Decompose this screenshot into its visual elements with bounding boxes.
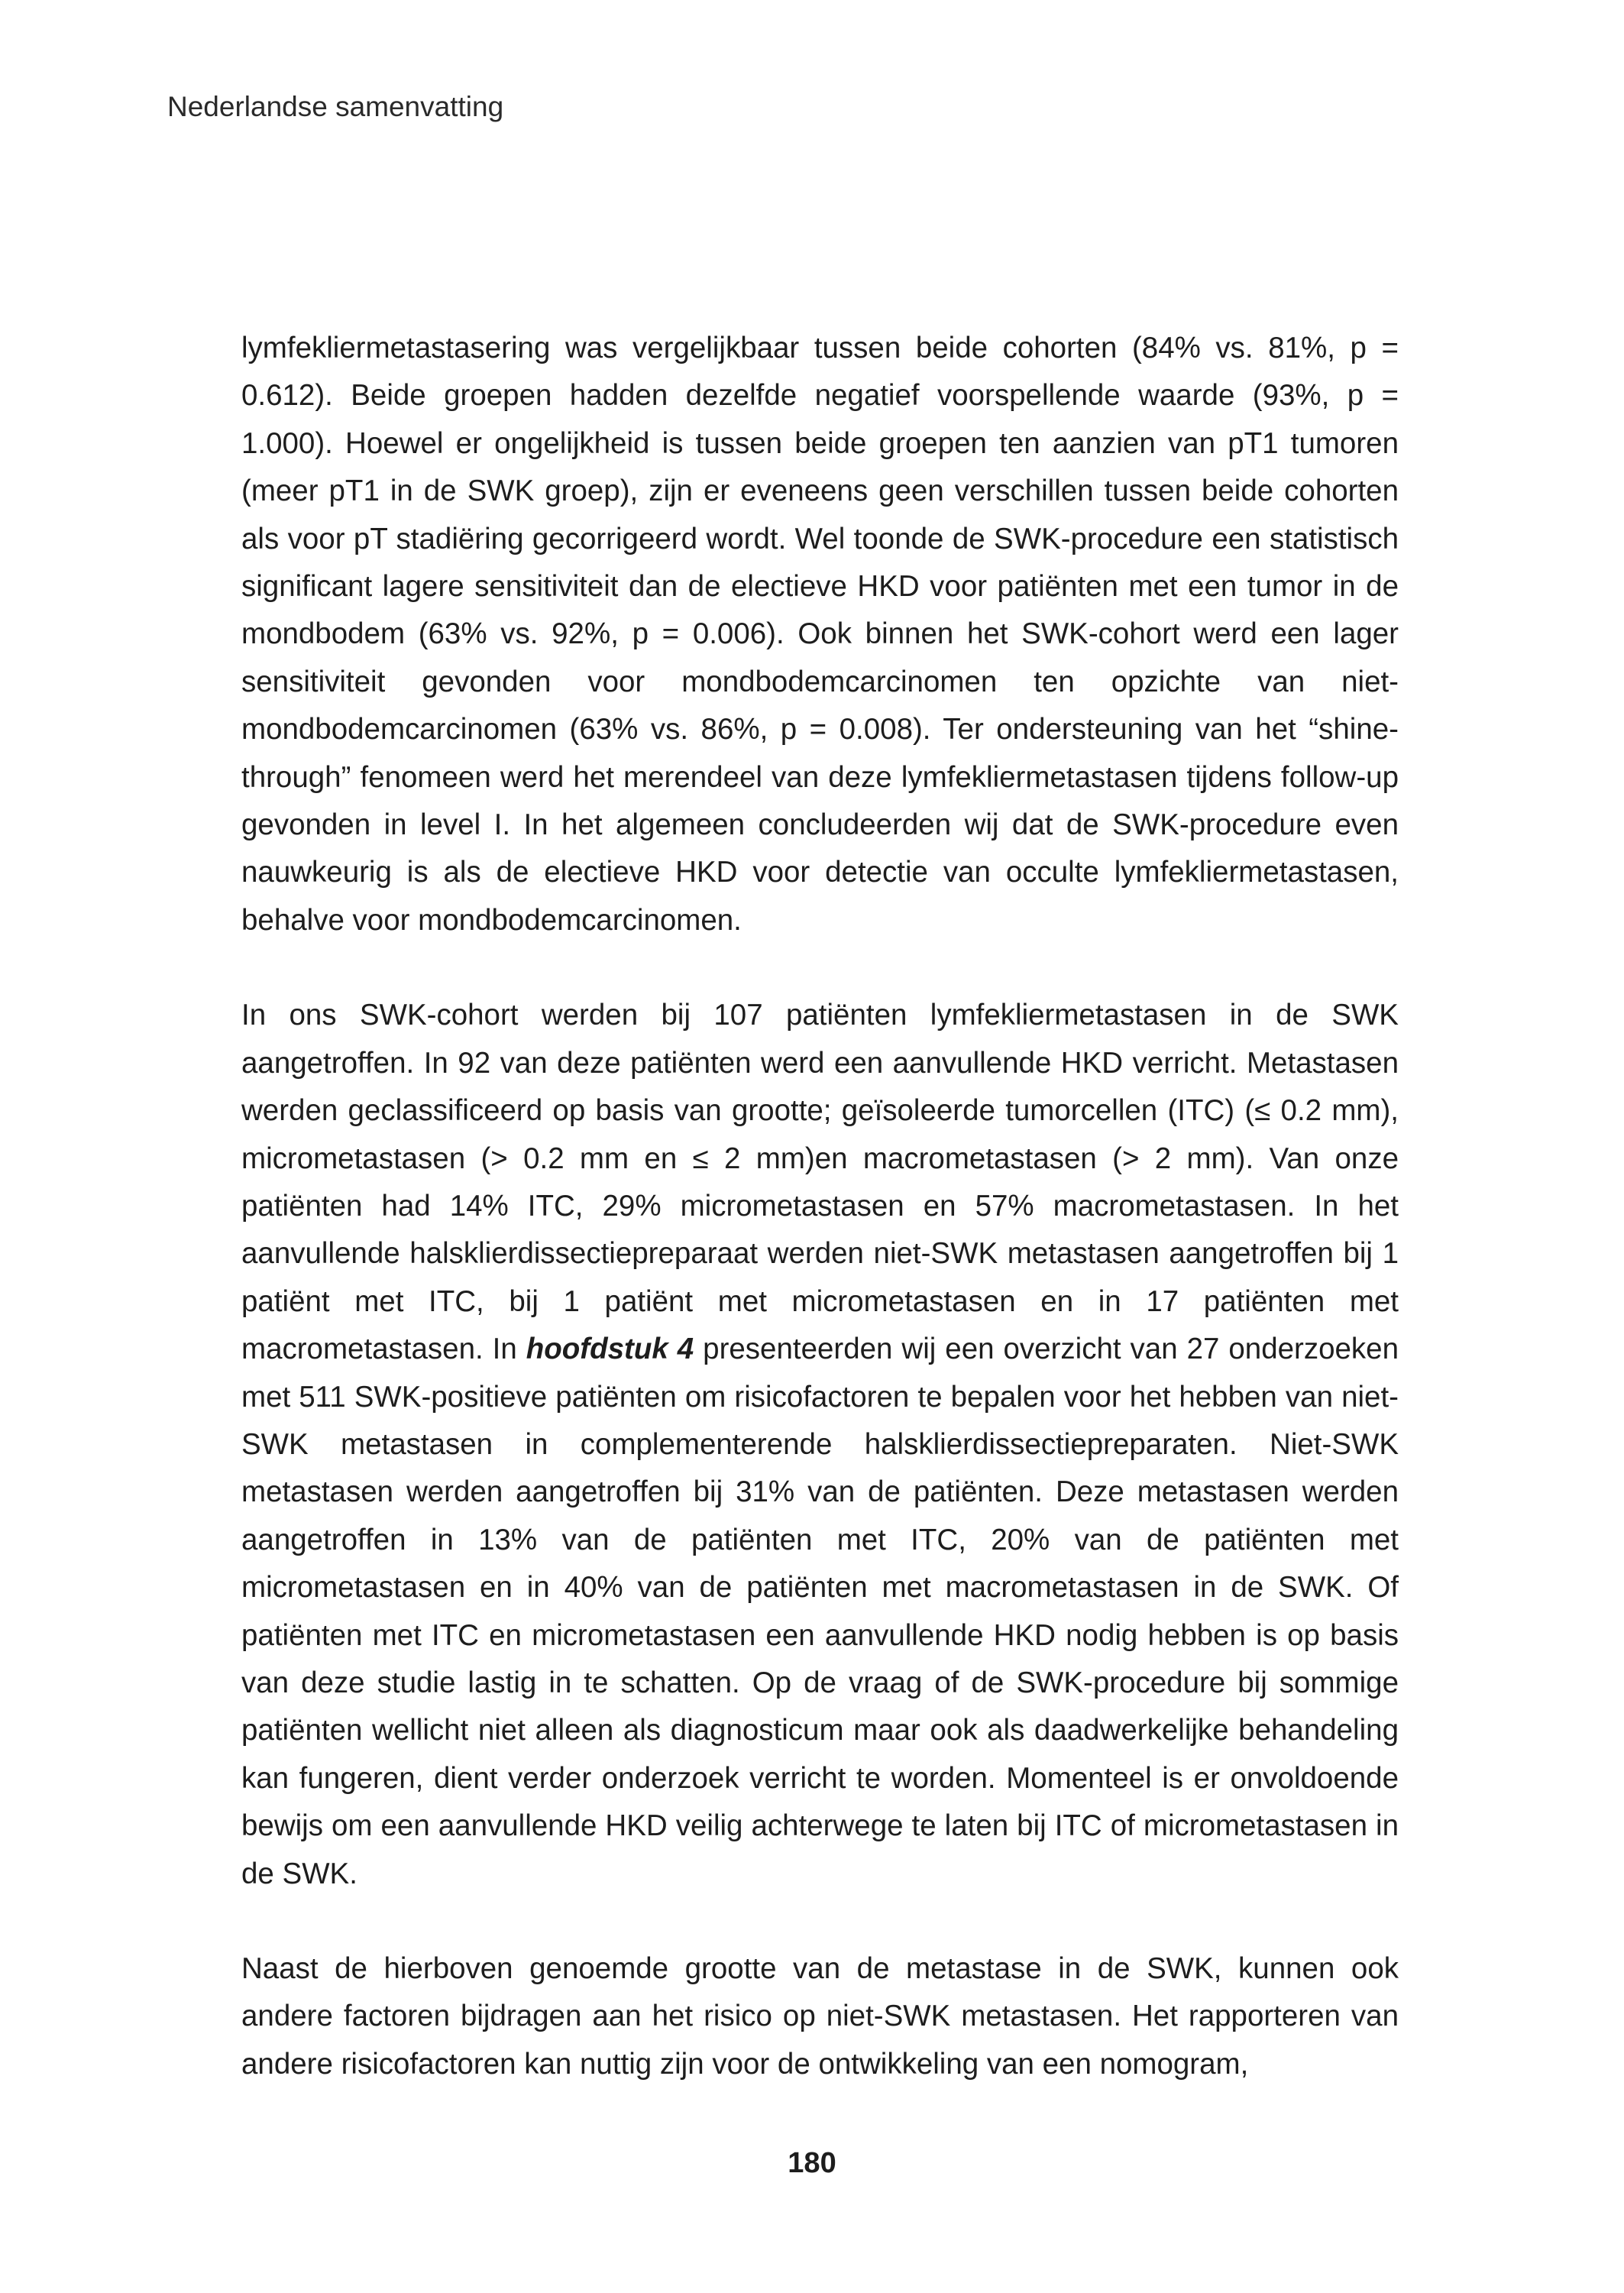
paragraph-3: Naast de hierboven genoemde grootte van de metastase in de SWK, kunnen ook andere factoren bijdragen aan het risico op niet-SWK metastasen. Het rapporteren van andere risicofactoren kan nuttig zijn voor de ontwikkeling van een nomogram,	[241, 1952, 1399, 2081]
paragraph-2-text-before: In ons SWK-cohort werden bij 107 patiënten lymfekliermetastasen in de SWK aangetroffen. In 92 van deze patiënten werd een aanvullende HKD verricht. Metastasen werden geclassificeerd op basis van grootte; geïsoleerde tumorcellen (ITC) (≤ 0.2 mm), micrometastasen (> 0.2 mm en ≤ 2 mm)en macrometastasen (> 2 mm). Van onze patiënten had 14% ITC, 29% micrometastasen en 57% macrometastasen. In het aanvullende halsklierdissectiepreparaat werden niet-SWK metastasen aangetroffen bij 1 patiënt met ITC, bij 1 patiënt met micrometastasen en in 17 patiënten met macrometastasen. In	[241, 999, 1399, 1366]
paragraph-2	[241, 992, 1399, 1898]
body-text	[241, 325, 1399, 2088]
paragraph-1: lymfekliermetastasering was vergelijkbaar tussen beide cohorten (84% vs. 81%, p = 0.612). Beide groepen hadden dezelfde negatief voorspellende waarde (93%, p = 1.000). Hoewel er ongelijkheid is tussen beide groepen ten aanzien van pT1 tumoren (meer pT1 in de SWK groep), zijn er eveneens geen verschillen tussen beide cohorten als voor pT stadiëring gecorrigeerd wordt. Wel toonde de SWK-procedure een statistisch significant lagere sensitiviteit dan de electieve HKD voor patiënten met een tumor in de mondbodem (63% vs. 92%, p = 0.006). Ook binnen het SWK-cohort werd een lager sensitiviteit gevonden voor mondbodemcarcinomen ten opzichte van niet-mondbodemcarcinomen (63% vs. 86%, p = 0.008). Ter ondersteuning van het “shine-through” fenomeen werd het merendeel van deze lymfekliermetastasen tijdens follow-up gevonden in level I. In het algemeen concludeerden wij dat de SWK-procedure even nauwkeurig is als de electieve HKD voor detectie van occulte lymfekliermetastasen, behalve voor mondbodemcarcinomen.	[241, 332, 1399, 937]
paragraph-2-text-after: presenteerden wij een overzicht van 27 onderzoeken met 511 SWK-positieve patiënten om risicofactoren te bepalen voor het hebben van niet-SWK metastasen in complementerende halsklierdissectiepreparaten. Niet-SWK metastasen werden aangetroffen bij 31% van de patiënten. Deze metastasen werden aangetroffen in 13% van de patiënten met ITC, 20% van de patiënten met micrometastasen en in 40% van de patiënten met macrometastasen in de SWK. Of patiënten met ITC en micrometastasen een aanvullende HKD nodig hebben is op basis van deze studie lastig in te schatten. Op de vraag of de SWK-procedure bij sommige patiënten wellicht niet alleen als diagnosticum maar ook als daadwerkelijke behandeling kan fungeren, dient verder onderzoek verricht te worden. Momenteel is er onvoldoende bewijs om een aanvullende HKD veilig achterwege te laten bij ITC of micrometastasen in de SWK.	[241, 1333, 1399, 1890]
page-number: 180	[788, 2147, 836, 2179]
chapter-reference: hoofdstuk 4	[526, 1333, 694, 1366]
running-header: Nederlandse samenvatting	[167, 91, 504, 122]
